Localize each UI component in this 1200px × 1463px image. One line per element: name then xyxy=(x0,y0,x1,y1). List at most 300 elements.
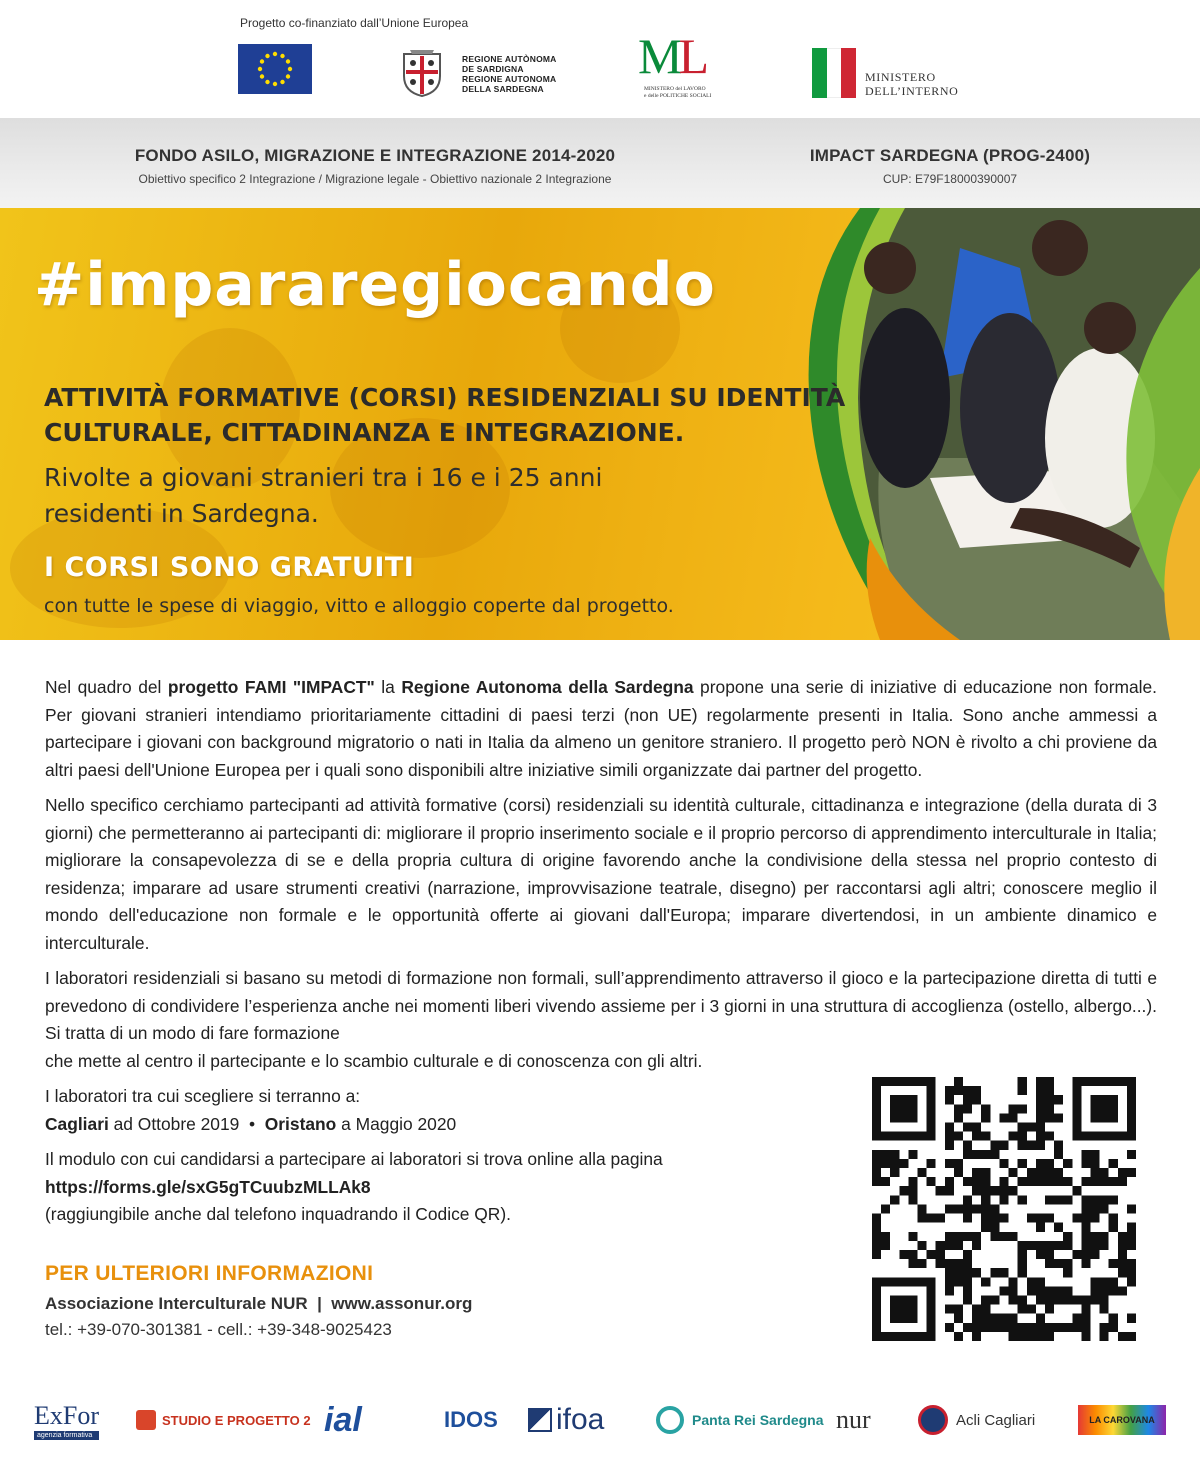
qr-module xyxy=(1118,1177,1127,1186)
qr-module xyxy=(1127,1314,1136,1323)
qr-module xyxy=(963,1104,972,1113)
qr-module xyxy=(954,1277,963,1286)
qr-module xyxy=(945,1305,954,1314)
ministry-line: DELL’INTERNO xyxy=(865,84,959,98)
hero-sub-line: Rivolte a giovani stranieri tra i 16 e i 25 anni xyxy=(44,463,603,492)
qr-module xyxy=(918,1214,927,1223)
qr-module xyxy=(1009,1113,1018,1122)
qr-module xyxy=(954,1077,963,1086)
nur-name: nur xyxy=(836,1405,871,1434)
qr-module xyxy=(954,1332,963,1341)
qr-module xyxy=(981,1277,990,1286)
ministero-lavoro-logo xyxy=(638,30,738,102)
qr-module xyxy=(1109,1159,1118,1168)
qr-module xyxy=(1127,1150,1136,1159)
acli-name: Acli Cagliari xyxy=(956,1411,1036,1429)
fund-title: FONDO ASILO, MIGRAZIONE E INTEGRAZIONE 2014-2020 xyxy=(134,146,616,165)
qr-module xyxy=(1027,1332,1036,1341)
qr-module xyxy=(1018,1295,1027,1304)
funding-logos-bar xyxy=(0,0,1200,118)
qr-module xyxy=(1036,1104,1045,1113)
qr-module xyxy=(1045,1286,1054,1295)
qr-module xyxy=(1036,1277,1045,1286)
qr-module xyxy=(963,1250,972,1259)
qr-module xyxy=(1090,1095,1117,1122)
qr-module xyxy=(1018,1332,1027,1341)
objectives-paragraph: Nello specifico cerchiamo partecipanti ad attività formative (corsi) residenziali su identità culturale, cittadinanza e integrazione (della durata di 3 giorni) che permetteranno ai partecipanti di: migliorare il proprio inserimento sociale e il proprio percorso di apprendimento interculturale in Italia; migliorare la consapevolezza di se e della propria cultura di origine favorendo anche la condivisione della stessa nel proprio contesto di residenza; imparare ad usare strumenti creativi (narrazione, improvvisazione teatrale, disegno) per raccontarsi agli altri; conoscere meglio il mondo dell'educazione non formale e le opportunità offerte ai giovani dall'Europa; imparare divertendosi, in un ambiente dinamico e interculturale. xyxy=(45,795,1157,953)
qr-module xyxy=(1018,1104,1027,1113)
intro-text: Nel quadro del xyxy=(45,677,168,697)
qr-module xyxy=(963,1150,972,1159)
qr-module xyxy=(1018,1177,1027,1186)
ml-monogram xyxy=(638,30,705,82)
qr-module xyxy=(1109,1286,1118,1295)
qr-module xyxy=(1081,1305,1090,1314)
qr-module xyxy=(899,1159,908,1168)
qr-module xyxy=(1054,1323,1063,1332)
exfor-tagline: agenzia formativa xyxy=(34,1431,99,1440)
qr-module xyxy=(981,1177,990,1186)
contact-block xyxy=(45,1262,472,1340)
qr-module xyxy=(972,1123,981,1132)
qr-module xyxy=(1081,1204,1090,1213)
qr-module xyxy=(1045,1095,1054,1104)
qr-module xyxy=(1018,1086,1027,1095)
qr-module xyxy=(1100,1277,1109,1286)
qr-module xyxy=(890,1195,899,1204)
qr-module xyxy=(1045,1332,1054,1341)
ifoa-icon xyxy=(528,1408,552,1432)
qr-module xyxy=(1127,1168,1136,1177)
qr-module xyxy=(1127,1223,1136,1232)
qr-module xyxy=(1090,1241,1099,1250)
qr-module xyxy=(1045,1295,1054,1304)
qr-module xyxy=(1045,1241,1054,1250)
qr-module xyxy=(954,1086,963,1095)
qr-module xyxy=(1036,1223,1045,1232)
flag-green-band xyxy=(812,48,827,98)
qr-module xyxy=(1081,1177,1090,1186)
qr-module xyxy=(972,1095,981,1104)
qr-module xyxy=(890,1095,917,1122)
qr-module xyxy=(981,1323,990,1332)
idos-name: IDOS xyxy=(444,1407,498,1432)
qr-module xyxy=(945,1241,954,1250)
qr-module xyxy=(908,1250,917,1259)
qr-module xyxy=(1090,1150,1099,1159)
qr-module xyxy=(972,1323,981,1332)
qr-module xyxy=(990,1323,999,1332)
qr-module xyxy=(1118,1250,1127,1259)
qr-module xyxy=(1009,1186,1018,1195)
qr-module xyxy=(945,1186,954,1195)
qr-module xyxy=(890,1150,899,1159)
qr-module xyxy=(1109,1177,1118,1186)
qr-module xyxy=(1027,1305,1036,1314)
ial-logo xyxy=(324,1390,362,1450)
qr-module xyxy=(872,1250,881,1259)
qr-module xyxy=(1118,1232,1127,1241)
studio-progetto-name: STUDIO E PROGETTO 2 xyxy=(162,1412,311,1428)
qr-module xyxy=(936,1250,945,1259)
qr-module xyxy=(872,1177,881,1186)
qr-module xyxy=(1109,1314,1118,1323)
qr-module xyxy=(1127,1268,1136,1277)
qr-module xyxy=(908,1186,917,1195)
places-intro: I laboratori tra cui scegliere si terranno a: xyxy=(45,1086,361,1106)
qr-module xyxy=(1036,1132,1045,1141)
qr-module xyxy=(1018,1323,1027,1332)
qr-module xyxy=(1027,1168,1036,1177)
qr-module xyxy=(999,1314,1008,1323)
qr-module xyxy=(981,1295,990,1304)
qr-module xyxy=(1081,1150,1090,1159)
qr-module xyxy=(1063,1286,1072,1295)
qr-module xyxy=(963,1268,972,1277)
qr-module xyxy=(1009,1323,1018,1332)
qr-module xyxy=(918,1241,927,1250)
regione-sardegna-logo xyxy=(400,48,570,98)
qr-module xyxy=(1045,1195,1054,1204)
panta-rei-logo xyxy=(656,1390,824,1450)
qr-module xyxy=(1090,1195,1099,1204)
method-paragraph-end: che mette al centro il partecipante e lo scambio culturale e di conoscenza con gli altri. xyxy=(45,1050,703,1071)
qr-module xyxy=(972,1204,981,1213)
qr-module xyxy=(963,1277,972,1286)
qr-module xyxy=(1100,1168,1109,1177)
organization-name: Associazione Interculturale NUR xyxy=(45,1294,308,1313)
qr-module xyxy=(972,1168,981,1177)
qr-module xyxy=(999,1177,1008,1186)
qr-module xyxy=(1054,1195,1063,1204)
qr-module xyxy=(954,1305,963,1314)
panta-rei-icon xyxy=(656,1406,684,1434)
regione-sardegna-name xyxy=(462,54,557,94)
qr-module xyxy=(999,1214,1008,1223)
qr-module xyxy=(918,1204,927,1213)
qr-module xyxy=(1009,1104,1018,1113)
qr-module xyxy=(1009,1132,1018,1141)
qr-module xyxy=(1063,1232,1072,1241)
qr-module xyxy=(1081,1159,1090,1168)
qr-module xyxy=(872,1223,881,1232)
qr-module xyxy=(999,1286,1008,1295)
qr-module xyxy=(1090,1204,1099,1213)
qr-module xyxy=(1036,1159,1045,1168)
qr-module xyxy=(1045,1086,1054,1095)
qr-module xyxy=(1100,1177,1109,1186)
qr-module xyxy=(1054,1141,1063,1150)
hero-headline xyxy=(44,380,845,450)
intro-text: la xyxy=(374,677,402,697)
free-courses-note: con tutte le spese di viaggio, vitto e alloggio coperte dal progetto. xyxy=(44,595,674,617)
qr-module xyxy=(1009,1277,1018,1286)
qr-module xyxy=(1063,1159,1072,1168)
fund-subtitle: Obiettivo specifico 2 Integrazione / Migrazione legale - Obiettivo nazionale 2 Integrazione xyxy=(138,172,612,186)
project-title: IMPACT SARDEGNA (PROG-2400) xyxy=(809,146,1091,165)
qr-module xyxy=(972,1268,981,1277)
qr-module xyxy=(981,1204,990,1213)
qr-module xyxy=(1009,1286,1018,1295)
qr-module xyxy=(1036,1086,1045,1095)
qr-module xyxy=(1027,1177,1036,1186)
qr-module xyxy=(936,1186,945,1195)
qr-module xyxy=(954,1104,963,1113)
hero-subheadline xyxy=(44,460,602,532)
qr-module xyxy=(908,1150,917,1159)
form-note: (raggiungibile anche dal telefono inquadrando il Codice QR). xyxy=(45,1204,511,1224)
nur-logo xyxy=(836,1390,871,1450)
ml-monogram-l: L xyxy=(678,28,706,84)
separator: | xyxy=(317,1294,322,1313)
qr-module xyxy=(999,1323,1008,1332)
qr-module xyxy=(1027,1277,1036,1286)
hero-banner xyxy=(0,208,1200,640)
qr-module xyxy=(1063,1295,1072,1304)
eu-stars-icon xyxy=(238,44,312,94)
qr-module xyxy=(1018,1305,1027,1314)
qr-module xyxy=(954,1314,963,1323)
qr-module xyxy=(1063,1177,1072,1186)
qr-module xyxy=(927,1250,936,1259)
project-name: progetto FAMI "IMPACT" xyxy=(167,677,375,697)
contact-phones: tel.: +39-070-301381 - cell.: +39-348-9025423 xyxy=(45,1320,392,1339)
region-name: Regione Autonoma della Sardegna xyxy=(401,677,694,697)
qr-module xyxy=(954,1241,963,1250)
website-link[interactable]: www.assonur.org xyxy=(331,1294,473,1313)
qr-module xyxy=(1054,1223,1063,1232)
qr-module xyxy=(872,1232,881,1241)
method-paragraph: I laboratori residenziali si basano su metodi di formazione non formali, sull’apprendimento attraverso il gioco e la partecipazione diretta di tutti e prevedono di condividere l’esperienza anche nei momenti liberi vivendo assieme per i 3 giorni in una struttura di accoglienza (ostello, albergo...). Si tratta di un modo di fare formazione xyxy=(45,968,1157,1043)
qr-module xyxy=(981,1168,990,1177)
qr-module xyxy=(954,1159,963,1168)
qr-module xyxy=(1100,1241,1109,1250)
ifoa-name: ifoa xyxy=(556,1403,605,1436)
qr-module xyxy=(972,1086,981,1095)
qr-module xyxy=(881,1241,890,1250)
intro-paragraph xyxy=(45,674,1157,784)
qr-module xyxy=(1045,1305,1054,1314)
qr-module xyxy=(990,1214,999,1223)
qr-module xyxy=(1045,1177,1054,1186)
qr-module xyxy=(945,1286,954,1295)
qr-module xyxy=(1127,1277,1136,1286)
qr-module xyxy=(945,1277,954,1286)
qr-module xyxy=(945,1095,954,1104)
qr-module xyxy=(1036,1286,1045,1295)
qr-module xyxy=(1081,1241,1090,1250)
qr-module xyxy=(1054,1295,1063,1304)
qr-module xyxy=(881,1177,890,1186)
qr-module xyxy=(1027,1214,1036,1223)
qr-module xyxy=(963,1323,972,1332)
qr-module xyxy=(963,1286,972,1295)
ras-line: REGIONE AUTONOMA xyxy=(462,74,557,84)
qr-module xyxy=(945,1259,954,1268)
qr-module xyxy=(1081,1214,1090,1223)
qr-module xyxy=(1054,1113,1063,1122)
qr-module xyxy=(1027,1123,1036,1132)
place-date: a Maggio 2020 xyxy=(336,1113,457,1134)
ml-caption xyxy=(644,86,711,100)
qr-module xyxy=(963,1259,972,1268)
qr-module xyxy=(1009,1168,1018,1177)
qr-module xyxy=(1072,1295,1081,1304)
qr-module xyxy=(1036,1241,1045,1250)
qr-module xyxy=(1009,1295,1018,1304)
ml-caption-line: e delle POLITICHE SOCIALI xyxy=(644,93,712,99)
qr-module xyxy=(1100,1232,1109,1241)
qr-module xyxy=(1072,1250,1081,1259)
qr-module xyxy=(981,1150,990,1159)
qr-module xyxy=(990,1314,999,1323)
qr-code[interactable] xyxy=(872,1077,1136,1341)
qr-module xyxy=(1109,1195,1118,1204)
qr-module xyxy=(899,1186,908,1195)
qr-module xyxy=(1063,1259,1072,1268)
qr-module xyxy=(1036,1095,1045,1104)
qr-module xyxy=(918,1259,927,1268)
ras-line: DE SARDIGNA xyxy=(462,64,524,74)
qr-module xyxy=(1081,1332,1090,1341)
qr-module xyxy=(972,1314,981,1323)
place-date: ad Ottobre 2019 xyxy=(108,1113,240,1134)
studio-progetto-icon xyxy=(136,1410,156,1430)
qr-module xyxy=(945,1177,954,1186)
flag-red-band xyxy=(841,48,856,98)
qr-module xyxy=(1072,1214,1081,1223)
qr-module xyxy=(908,1177,917,1186)
qr-module xyxy=(981,1132,990,1141)
qr-module xyxy=(1063,1241,1072,1250)
qr-module xyxy=(963,1204,972,1213)
qr-module xyxy=(1036,1323,1045,1332)
qr-module xyxy=(1018,1159,1027,1168)
qr-module xyxy=(972,1305,981,1314)
qr-module xyxy=(1009,1314,1018,1323)
intro-text: propone una serie di iniziative di educazione non formale. Per giovani stranieri intendiamo prioritariamente cittadini di paesi terzi (non UE) regolarmente presenti in Italia. Sono anche ammessi a partecipare i giovani con background migratorio o nati in Italia da almeno un genitore straniero. Il progetto però NON è rivolto a chi proviene da altri paesi dell'Unione Europea per i quali sono disponibili altre iniziative simili organizzate dai partner del progetto. xyxy=(45,677,1158,780)
qr-module xyxy=(1127,1204,1136,1213)
qr-module xyxy=(927,1177,936,1186)
qr-module xyxy=(963,1141,972,1150)
qr-module xyxy=(1036,1295,1045,1304)
qr-module xyxy=(954,1132,963,1141)
qr-module xyxy=(1081,1323,1090,1332)
qr-module xyxy=(1036,1314,1045,1323)
qr-module xyxy=(945,1159,954,1168)
ras-line: DELLA SARDEGNA xyxy=(462,84,544,94)
qr-module xyxy=(1081,1250,1090,1259)
qr-module xyxy=(872,1159,881,1168)
hero-sub-line: residenti in Sardegna. xyxy=(44,499,319,528)
qr-module xyxy=(1036,1077,1045,1086)
qr-module xyxy=(981,1104,990,1113)
qr-module xyxy=(963,1295,972,1304)
qr-module xyxy=(954,1204,963,1213)
qr-module xyxy=(927,1159,936,1168)
qr-module xyxy=(1054,1241,1063,1250)
qr-module xyxy=(1045,1159,1054,1168)
qr-module xyxy=(945,1323,954,1332)
ml-caption-line: MINISTERO del LAVORO xyxy=(644,86,706,92)
qr-module xyxy=(1127,1259,1136,1268)
qr-module xyxy=(1109,1259,1118,1268)
flag-white-band xyxy=(827,48,842,98)
qr-module xyxy=(1118,1332,1127,1341)
qr-module xyxy=(881,1204,890,1213)
qr-module xyxy=(1100,1323,1109,1332)
qr-module xyxy=(1090,1295,1099,1304)
qr-module xyxy=(954,1268,963,1277)
qr-module xyxy=(1045,1077,1054,1086)
qr-module xyxy=(981,1195,990,1204)
qr-module xyxy=(1072,1314,1081,1323)
qr-module xyxy=(1018,1250,1027,1259)
qr-module xyxy=(990,1232,999,1241)
qr-module xyxy=(945,1132,954,1141)
contact-organization xyxy=(45,1294,472,1314)
qr-module xyxy=(1018,1123,1027,1132)
form-link[interactable]: https://forms.gle/sxG5gTCuubzMLLAk8 xyxy=(45,1176,371,1197)
qr-module xyxy=(999,1232,1008,1241)
free-courses-title: I CORSI SONO GRATUITI xyxy=(44,552,415,583)
qr-module xyxy=(1100,1195,1109,1204)
qr-module xyxy=(1090,1177,1099,1186)
ministry-line: MINISTERO xyxy=(865,70,936,84)
qr-module xyxy=(1090,1277,1099,1286)
qr-module xyxy=(954,1168,963,1177)
qr-module xyxy=(872,1150,881,1159)
acli-icon xyxy=(918,1405,948,1435)
ml-monogram-m: M xyxy=(638,28,679,84)
qr-module xyxy=(1045,1168,1054,1177)
fund-info xyxy=(0,146,750,186)
qr-module xyxy=(899,1250,908,1259)
la-carovana-name: LA CAROVANA xyxy=(1089,1415,1155,1425)
qr-module xyxy=(1090,1232,1099,1241)
hero-hashtag: #impararegiocando xyxy=(34,250,716,320)
ras-line: REGIONE AUTÒNOMA xyxy=(462,54,557,64)
qr-module xyxy=(1036,1123,1045,1132)
acli-logo xyxy=(918,1390,1035,1450)
qr-module xyxy=(954,1232,963,1241)
qr-module xyxy=(1036,1168,1045,1177)
place-city: Oristano xyxy=(264,1113,337,1134)
qr-module xyxy=(908,1195,917,1204)
qr-module xyxy=(1109,1223,1118,1232)
hero-headline-line: ATTIVITÀ FORMATIVE (CORSI) RESIDENZIALI SU IDENTITÀ xyxy=(44,383,846,412)
qr-module xyxy=(1018,1077,1027,1086)
qr-module xyxy=(1100,1305,1109,1314)
qr-module xyxy=(1100,1204,1109,1213)
project-info xyxy=(780,146,1120,186)
qr-module xyxy=(1009,1232,1018,1241)
qr-module xyxy=(945,1086,954,1095)
qr-module xyxy=(972,1241,981,1250)
qr-module xyxy=(981,1314,990,1323)
qr-module xyxy=(1081,1232,1090,1241)
place-city: Cagliari xyxy=(45,1113,109,1134)
panta-rei-name: Panta Rei Sardegna xyxy=(692,1412,824,1428)
qr-module xyxy=(999,1159,1008,1168)
qr-module xyxy=(1054,1095,1063,1104)
qr-module xyxy=(1118,1268,1127,1277)
qr-module xyxy=(1063,1195,1072,1204)
qr-module xyxy=(1118,1241,1127,1250)
qr-module xyxy=(963,1195,972,1204)
qr-module xyxy=(1054,1259,1063,1268)
qr-module xyxy=(1109,1323,1118,1332)
